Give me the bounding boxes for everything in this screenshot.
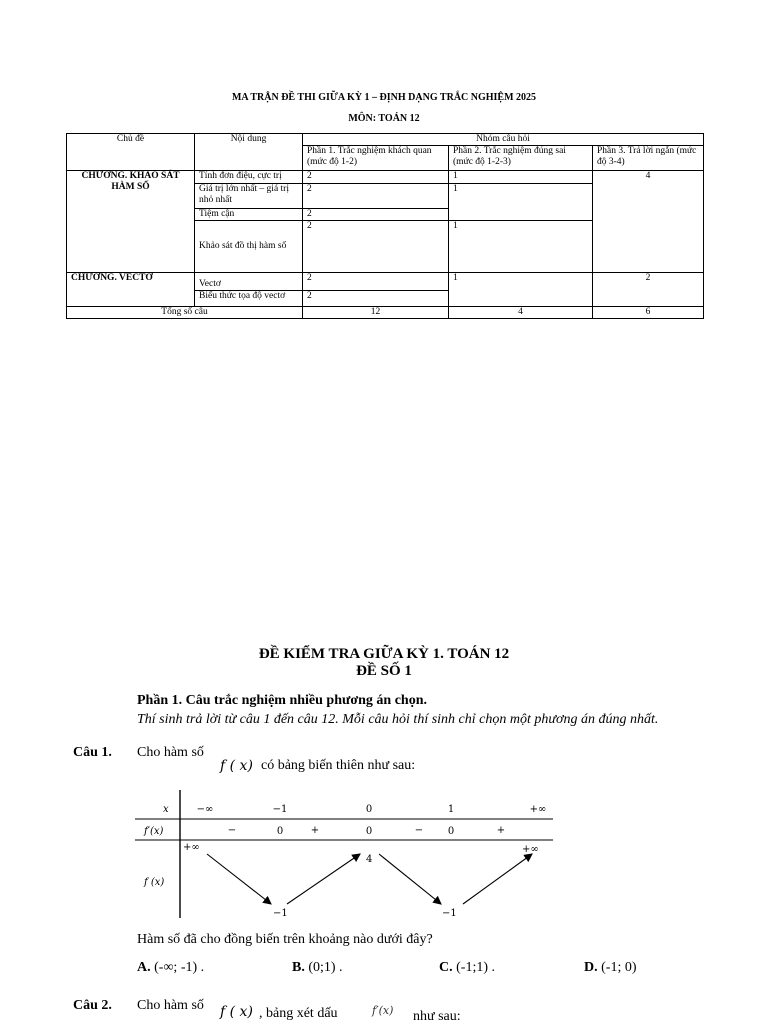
total-p1: 12 bbox=[303, 307, 449, 319]
arrow-decrease bbox=[207, 854, 271, 904]
row-p1: 2 bbox=[303, 221, 449, 273]
answer-text: (0;1) . bbox=[308, 960, 343, 975]
f-max: 4 bbox=[366, 854, 373, 865]
answer-text: (-1; 0) bbox=[601, 960, 637, 975]
q2-intro: Cho hàm số bbox=[137, 998, 204, 1013]
answer-letter: D. bbox=[584, 960, 598, 975]
x-label: x bbox=[163, 804, 169, 815]
arrow-decrease bbox=[379, 854, 441, 904]
row-p3: 2 bbox=[593, 273, 704, 307]
row-p2: 1 bbox=[449, 171, 593, 184]
variation-table bbox=[135, 790, 555, 920]
answer-d[interactable] bbox=[584, 960, 637, 976]
part1-heading: Phần 1. Câu trắc nghiệm nhiều phương án chọn. bbox=[137, 693, 427, 708]
fp-sign: 0 bbox=[447, 826, 455, 837]
matrix-title: MA TRẬN ĐỀ THI GIỮA KỲ 1 – ĐỊNH DẠNG TRẮC NGHIỆM 2025 bbox=[231, 92, 537, 103]
x-value: +∞ bbox=[529, 804, 547, 815]
x-value: −1 bbox=[272, 804, 288, 815]
answer-b[interactable] bbox=[292, 960, 343, 976]
answer-letter: C. bbox=[439, 960, 453, 975]
answer-letter: B. bbox=[292, 960, 305, 975]
row-p2: 1 bbox=[449, 221, 593, 273]
q2-func: f ( x) bbox=[220, 1004, 253, 1020]
x-value: −∞ bbox=[196, 804, 214, 815]
matrix-subject: MÔN: TOÁN 12 bbox=[348, 113, 420, 124]
chapter-khao-sat: CHƯƠNG. KHẢO SÁT HÀM SỐ bbox=[67, 171, 195, 273]
f-min: −1 bbox=[273, 908, 288, 919]
row-p2: 1 bbox=[449, 184, 593, 221]
answer-c[interactable] bbox=[439, 960, 495, 976]
f-top-right: +∞ bbox=[522, 844, 539, 855]
fp-sign: + bbox=[310, 825, 320, 836]
header-chu-de: Chủ đề bbox=[67, 134, 195, 171]
row-p1: 2 bbox=[303, 184, 449, 209]
total-p2: 4 bbox=[449, 307, 593, 319]
q1-intro: Cho hàm số bbox=[137, 745, 204, 760]
exam-title-text: ĐỀ KIỂM TRA GIỮA KỲ 1. TOÁN 12 bbox=[258, 646, 510, 662]
q2-end: như sau: bbox=[413, 1009, 461, 1024]
exam-title bbox=[0, 646, 768, 680]
answer-text: (-∞; -1) . bbox=[154, 960, 205, 975]
row-p2: 1 bbox=[449, 273, 593, 307]
q1-func: f ( x) bbox=[220, 758, 253, 774]
header-nhom: Nhóm câu hỏi bbox=[303, 134, 704, 146]
fp-sign: 0 bbox=[276, 826, 284, 837]
header-noi-dung: Nội dung bbox=[195, 134, 303, 171]
row-content: Giá trị lớn nhất – giá trị nhỏ nhất bbox=[195, 184, 303, 209]
matrix-table bbox=[66, 133, 704, 319]
row-content: Biểu thức tọa độ vectơ bbox=[195, 291, 303, 307]
q2-derivative: f′(x) bbox=[372, 1004, 394, 1017]
f-min: −1 bbox=[442, 908, 457, 919]
fp-sign: 0 bbox=[365, 826, 373, 837]
x-value: 0 bbox=[365, 804, 373, 815]
q2-mid: , bảng xét dấu bbox=[259, 1006, 338, 1021]
total-p3: 6 bbox=[593, 307, 704, 319]
answer-text: (-1;1) . bbox=[456, 960, 496, 975]
arrow-increase bbox=[287, 854, 360, 904]
exam-number: ĐỀ SỐ 1 bbox=[356, 663, 412, 679]
header-phan2: Phần 2. Trắc nghiệm đúng sai (mức độ 1-2-3) bbox=[449, 146, 593, 171]
answer-letter: A. bbox=[137, 960, 151, 975]
q1-label: Câu 1. bbox=[73, 745, 112, 760]
part1-note: Thí sinh trả lời từ câu 1 đến câu 12. Mỗi câu hỏi thí sinh chỉ chọn một phương án đúng nhất. bbox=[137, 712, 659, 727]
chapter-vecto: CHƯƠNG. VECTƠ bbox=[67, 273, 195, 307]
fp-sign: + bbox=[496, 825, 506, 836]
answer-a[interactable] bbox=[137, 960, 204, 976]
row-p1: 2 bbox=[303, 273, 449, 291]
arrow-increase bbox=[463, 854, 532, 904]
q2-label: Câu 2. bbox=[73, 998, 112, 1013]
row-p3: 4 bbox=[593, 171, 704, 273]
row-content: Tiệm cận bbox=[195, 209, 303, 221]
row-content: Khảo sát đồ thị hàm số bbox=[195, 221, 303, 273]
q1-intro-end: có bảng biến thiên như sau: bbox=[261, 758, 416, 773]
fp-label: f′(x) bbox=[144, 826, 164, 837]
row-content: Tính đơn điệu, cực trị bbox=[195, 171, 303, 184]
row-content: Vectơ bbox=[195, 273, 303, 291]
total-label: Tổng số câu bbox=[67, 307, 303, 319]
row-p1: 2 bbox=[303, 171, 449, 184]
x-value: 1 bbox=[447, 804, 455, 815]
fp-sign: − bbox=[414, 825, 424, 836]
row-p1: 2 bbox=[303, 209, 449, 221]
f-top-left: +∞ bbox=[183, 842, 200, 853]
f-label: f (x) bbox=[144, 877, 165, 888]
fp-sign: − bbox=[227, 825, 237, 836]
q1-question: Hàm số đã cho đồng biến trên khoảng nào dưới đây? bbox=[137, 932, 433, 947]
row-p1: 2 bbox=[303, 291, 449, 307]
header-phan3: Phần 3. Trả lời ngắn (mức độ 3-4) bbox=[593, 146, 704, 171]
header-phan1: Phần 1. Trắc nghiệm khách quan (mức độ 1-2) bbox=[303, 146, 449, 171]
